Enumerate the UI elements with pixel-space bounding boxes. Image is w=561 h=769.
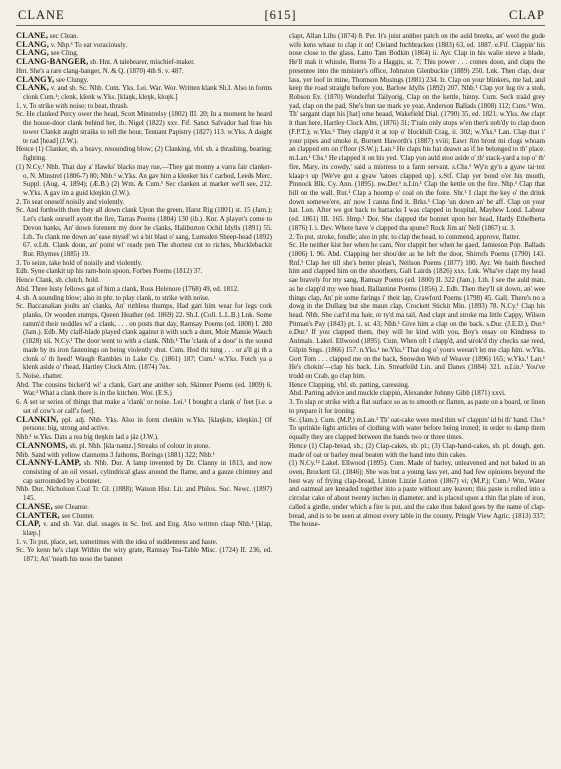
entry-text: 3. To slap or strike with a flat surface so as to smooth or flatten, as paste on a board, or linen to prepare it for ironing. (289, 398, 545, 415)
entry-text: 1. v. To put, place, set, sometimes with the idea of suddenness and haste. (16, 537, 218, 546)
headword: CLANNOMS, (16, 440, 68, 450)
entry-text: Hence (1) Clap-bread, sb.; (2) Clap-cakes, sb. pl.; (3) Clap-hand-cakes, sb. pl. dough, gen. made of oat or barley meal beaten with the hand into thin cakes. (289, 441, 545, 459)
dictionary-paragraph (16, 546, 272, 563)
dictionary-paragraph (16, 145, 272, 162)
entry-text: see Clunter. (61, 511, 95, 520)
entry-text: Abd. The cousins bicker'd wi' a clank, Gart ane anither sob, Skinner Poems (ed. 1809) 6. War.³ What a clank there is in the kitchen. Wor. (E.S.) (16, 380, 272, 398)
entry-text: 5. Noise, chatter. (16, 372, 63, 381)
entry-text: Abd. Parting advice and muckle clappin, Alexander Johnny Gibb (1871) xxvi. (289, 389, 506, 398)
entry-text: sb. Hnt. A talebearer, mischief-maker. (90, 58, 195, 67)
dictionary-paragraph (289, 241, 545, 381)
entry-text: Sc. Baccanalian joults an' clanks, An' ruthless thumps, Had gart him wear for legs cork planks, Or wooden stumps, Queen Heather (ed. 1869) 22. Sh.I. (Coll. L.L.B.) Lnk. Some ramm'd their noddles wi' a clank, . . . on posts that day, Ramsay Poems (ed. 1800) I. 280 (Jam.). Edb. My claff-blade played clank against it with such a dunt, Moir Mansie Wauch (1828) xii. N.Cy.¹ The door went to with a clank. Nhb.¹ The 'clank of a door' is the sound made by its iron fastenings on being violently shut. Cum. Hod thi tung . . . or a'll gi th a clonk o' th heed! Waugh Rambles in Lake Cy. (1861) 187; Cum.¹ w.Yks. Fotch ya a klenk aside o' t'head, Hartley Clock Alm. (1874) 7ex. (16, 302, 272, 372)
headword: CLANNY-LAMP, (16, 458, 82, 468)
entry-text: ppl. adj. Nhb. Yks. Also in form clenkin w.Yks. [klaŋkin, kleŋkin.] Of persons: big, strong and active. (23, 415, 272, 433)
dictionary-paragraph (16, 259, 272, 268)
dictionary-paragraph (16, 102, 272, 111)
header-right-word: CLAP (509, 8, 545, 22)
dictionary-paragraph (16, 198, 272, 207)
dictionary-paragraph (16, 381, 272, 398)
entry-text: sb. Nhb. Dur. A lamp invented by Dr. Clanny in 1813, and now consisting of an oil vessel, cylindrical glass around the flame, and a gauze chimney and cap surrounded by a bonnet. (23, 459, 272, 485)
dictionary-paragraph (289, 389, 545, 398)
dictionary-paragraph (289, 381, 545, 390)
entry-text: v. and sb. Var. dial. usages in Sc. Irel. and Eng. Also written claap Nhb.¹ [klap, klæp.] (23, 520, 272, 537)
entry-text: Hence Clapping, vbl. sb. patting, caressing. (289, 380, 410, 389)
entry-text: Sc. He neither kist her when he cam, Nor clappit her when he gaed, Jamieson Pop. Ballads (1806) I. 96. Abd. Clapping her shou'der as he left the door, Shirrefs Poems (1790) 143. Rnf.¹ Clap her till she's better pleas't, Neilson Poems (1877) 100. Ayr. We baith fleeched him and clapped him on the shoothers, Galt Lairds (1826) xxx. Lnk. Wha've clapt my head sae bravely for my sang, Ramsay Poems (ed. 1800) II. 322 (Jam.). Lth. I see the auld man, as he clapp'd my wee head, Ballantine Poems (1856) 2. Edb. Then they'll sit down, an' wee things clap, An' pit some farings i' their lap, Crawford Poems (1798) 45. Gall. There's no a dowg in the Dullarg but she maun clap, Crockett Stickit Min. (1893) 78. N.Cy.¹ Clap his head. Nhb. She carl'd ma hair, or ty'd ma tail, And clapt and stroke ma little Cappy, Wilson Pitman's Pay (1843) pt. 1. st. 43; Nhb.¹ Give him a clap on the back. s.Dur. (J.E.D.), Dur.¹ e.Dur.¹ If you clapped them, they will be kind with you, Boy's essay on Kindness to Animals. Lakel. Ellwood (1895). Cum. When oft I clapp'd, and strok'd thy checks sae reed, Gilpin Sngs. (1866) 157. n.Yks.¹ ne.Yks.¹ That dog o' yours weean't let me clap him. w.Yks. Gort Tom . . . clapped me on the back, Snowden Web of Weaver (1896) 165; w.Yks.¹ Lan.¹ He's chokin'—clap his back. Lin. Streatfeild Lin. and Danes (1884) 321. n.Lin.¹ You've trodd on Crab, go clap him. (289, 241, 545, 381)
dictionary-paragraph (16, 512, 272, 521)
entry-text: Nhb.¹ w.Yks. Dats a rea big tleŋkin lad ə jäz (J.W.). (16, 433, 159, 442)
entry-text: Abd. Three lusty fellows gat of him a clank, Ross Helenore (1768) 49, ed. 1812. (16, 284, 239, 293)
page-number: [615] (264, 8, 297, 22)
dictionary-paragraph (289, 442, 545, 459)
entry-text: 1. v. To strike with noise; to beat, thrash. (16, 101, 129, 110)
headword: CLANE, (16, 32, 49, 40)
entry-text: Hence (1) Clanker, sb. a heavy, resounding blow; (2) Clanking, vbl. sb. a thrashing, beating; fighting. (16, 145, 272, 163)
dictionary-paragraph (16, 110, 272, 145)
entry-text: (1) N.Cy.¹² Lakel. Ellwood (1895). Cum. Made of barley, unleavened and not baked in an oven, Brockett Gl. (1846); She was but a young lass yet, and had few opinions beyond the best way of frying clap-bread, Linton Lizzie Lorton (1867) vi; (M.P.); Cum.¹ Wm. Water and oatmeal are kneaded together into a paste without any leaven; this paste is rolled into a circular cake of about twenty inches in diameter, and is placed upon a thin flat plate of iron, called a girdle, under which a fire is put, and the cake thus baked goes by the name of clap-bread, and is to be seen at almost every table in the county, Pringle View Agric. (1813) 337; The house- (289, 459, 545, 529)
entry-text: clapt, Allan Lilts (1874) 8. Per. It's juist anither patch on the auld breeks, an' weel the gude wife kens whaur to clap it on! Cleland Inchbracken (1883) 63, ed. 1887. e.Fif. Clappin' his nose close to the glass, Latto Tam Bodkin (1864) ii. Ayr. Clap in his walie nieve a blade, He'll mak it whissle, Burns To a Haggis, st. 7; This power . . . comes doon, and claps the presentee into the minister's office, Johnston Glenbuckie (1889) 250. Lnk. Then clap, dear lass, yer loof in mine, Thomson Musings (1881) 234. Ir. Clap on your blinkers, me lad, and keep the road straight before you, Barlow Idylls (1892) 207. Nhb.¹ Clap yor lug tiv a stob, Robson Ev. (1870) Wonderful Tailyorig. Clap on the kettle, hinny. Cum. Seck traäd grey yad, clap on the pad, She's bun tae mark ye year, Anderson Ballads (1808) 112; Cum.³ Wm. Th' sargant clapt his [hat] ome heaad, Wakefield Dial. (1790) 35, ed. 1821. w.Yks. Aw clapt it than here, Hartley Clock Alm. (1876) 31; T'rain only stops w'en ther's nob'dy to clap doon (F.P.T.); w.Yks.³ They clapp'd it at top o' Hockhill Crag, ii. 302; w.Yks.³ Lan. Clap that i' your pipes and smoke it, Burnett Haworth's (1887) xviii; Eawr Jim brout mi clogs whoam an clapped em on t'floor (S.W.); Lan.¹ He claps his hat deawn as if he belonged to th' place. m.Lan.¹ Chs.¹ He clapped it on his yed. 'Clap yon auld stoo aside o' th' stack-yard a top o' th' fire, Mary, its cowdy,' said a mistress to a farm servant. s.Chs.¹ Wy'n gy'n a gyaw tai·tez klaap·t up [We've got a gyaw 'tatoes clapped up]. s.Stf. Clap yer bond o'er his mouth, Pinnock Blk. Cy. Ann. (1895). nw.Der.¹ n.Lin.¹ Clap the kettle on the fire. Nhp.¹ Clap that bill on the wall. Rut.¹ Clap a hoomp o' coal on the foire. Shr.¹ I clapt the key o' the drink down somewe'ere, an' now I canna find it. Brks.¹ Clap 'un down an' be aff. Clap on your hat. Lon. After we got back to barracks I was clapped in hospital, Mayhew Lond. Labour (ed. 1861) III. 165. Hmp.¹ Dor. She clapped the bonnet upon her head, Hardy Ethelberta (1876) I. i. Dev. Where have 'e clapped tha spune? Rock Jim an' Nell (1867) st. 3. (289, 32, 545, 232)
dictionary-paragraph (16, 294, 272, 303)
dictionary-paragraph (16, 276, 272, 285)
dictionary-paragraph (16, 206, 272, 258)
dictionary-paragraph (16, 442, 272, 451)
entry-text: Sc. (Jam.). Cum. (M.P.) m.Lan.¹ Th' oat-cake were med thin wi' clappin' id bi th' hand. Chs.¹ To sprinkle light articles of clothing with water before being ironed; in order to damp them equally they are clapped between the hands two or three times. (289, 415, 545, 442)
entry-text: 2. To seat oneself noisily and violently. (16, 197, 125, 206)
entry-text: (1) N.Cy.¹ Nhb. That day a' Hawks' blacks may rue,—They gat monny a varra fair clanker-o, N. Minstrel (1806-7) 80; Nhb.¹ w.Yks. An gav him a klenker his t' carbod, Leeds Merc. Suppl. (Aug. 4, 1894); (Æ.B.) (2) Wm. & Cum.¹ Sec clanken at market we'll see, 212. w.Yks. A gav im a guid kleŋkin (J.W.). (16, 162, 272, 197)
headword: CLANSE, (16, 501, 53, 511)
dictionary-paragraph (289, 416, 545, 442)
entry-text: 2. To put, stroke, fondle; also in phr. to clap the head, to commend, approve, flatter. (289, 232, 521, 241)
entry-text: see Clungy. (56, 75, 89, 84)
entry-text: Hnt. She's a rare clang-banger, N. & Q. (1870) 4th S. v. 487. (16, 66, 184, 75)
entry-text: see Cleanse. (54, 502, 89, 511)
entry-text: v. and sb. Sc. Nhb. Cum. Yks. Lei. War. Wor. Written klank Sh.I. Also in forms clonk Cum.¹; clenk, klenk w.Yks. [klaŋk, kleŋk, kloŋk.] (23, 84, 272, 102)
dictionary-paragraph (16, 58, 272, 67)
headword: CLANTER, (16, 510, 60, 520)
dictionary-paragraph (16, 485, 272, 502)
left-column (16, 32, 272, 762)
headword: CLANKIN, (16, 414, 59, 424)
dictionary-paragraph (16, 32, 272, 41)
entry-text: 4. sb. A sounding blow; also in phr. to play clank, to strike with noise. (16, 293, 210, 302)
dictionary-paragraph (16, 538, 272, 547)
header-left-word: CLANE (18, 8, 65, 22)
dictionary-paragraph (289, 32, 545, 233)
header-rule (16, 25, 545, 26)
dictionary-paragraph (16, 416, 272, 433)
entry-text: v. Nhp.¹ To eat voraciously. (50, 40, 127, 49)
entry-text: Nhb. Sand with yellow clannoms 3 fathoms, Borings (1881) 322; Nhb.¹ (16, 450, 215, 459)
entry-text: Nhb. Dur. Nicholson Coal Tr. Gl. (1888); Watson Hist. Lit. and Philos. Soc. Newc. (1897) 145. (16, 485, 272, 503)
dictionary-paragraph (16, 372, 272, 381)
entry-text: 6. A set or series of things that make a 'clank' or noise. Lei.¹ I bought a clank o' feet [i.e. a set of cow's or calf's feet]. (16, 398, 272, 415)
dictionary-paragraph (16, 267, 272, 276)
entry-text: sec Clean. (49, 32, 79, 40)
dictionary-paragraph (16, 163, 272, 198)
headword: CLANG, (16, 39, 49, 49)
entry-text: Edb. Syne clankit up his ram-hoin spoon, Forbes Poems (1812) 37. (16, 267, 203, 276)
entry-text: Sc. And forthwith then they all down clank Upon the green, Harst Rig (1801) st. 15 (Jam.); Let's clank ourself ayont the fire, Tarras Poems (1804) 130 (ib.). Knr. A player's come to Devon banks, An' down forenent my door he clanks, Haliburton Ochil Idylls (1891) 55. Lth. To clank me down an' ease myseł' wi a bit blast o' sang, Lumsden Sheep-head (1892) 67. e.Lth. Clank doun, an' point wi' ready pen The shortest cut to riches, Mucklebackit Rur. Rhymes (1885) 19. (16, 206, 272, 258)
entry-text: 3. To seize, take hold of noisily and violently. (16, 258, 143, 267)
dictionary-paragraph (16, 76, 272, 85)
dictionary-paragraph (16, 398, 272, 415)
headword: CLAP, (16, 519, 41, 529)
right-column (289, 32, 545, 762)
running-header (16, 8, 545, 26)
entry-text: see Cling. (50, 49, 79, 58)
dictionary-paragraph (16, 285, 272, 294)
dictionary-paragraph (289, 459, 545, 529)
dictionary-paragraph (289, 233, 545, 242)
entry-text: Sc. He clanked Percy ower the head, Scott Minstrelsy (1802) III. 20; In a moment he heard the house-door clank behind her, ib. Nigel (1822) xxv. Fif. Sanct Salvador had frae his tower Clankit aught straiks to tell the hour, Tennant Papistry (1827) 113. w.Yks. A daight te rad [head] (J.W.). (16, 110, 272, 145)
entry-text: sb. pl. Nhb. [kla·nəmz.] Streaks of colour in stone. (69, 441, 211, 450)
dictionary-paragraph (16, 520, 272, 537)
dictionary-paragraph (16, 302, 272, 372)
dictionary-paragraph (289, 398, 545, 415)
headword: CLANG, (16, 48, 49, 58)
headword: CLANG-BANGER, (16, 57, 89, 67)
headword: CLANK, (16, 83, 49, 93)
entry-text: Sc. Ye kenn he's clapt Within the wiry grate, Ramsay Tea-Table Misc. (1724) II. 236, ed. 1871; An' 'neath his nose the bannet (16, 546, 272, 564)
dictionary-paragraph (16, 84, 272, 101)
dictionary-paragraph (16, 459, 272, 485)
dictionary-paragraph (16, 67, 272, 76)
headword: CLANGY, (16, 74, 55, 84)
entry-text: Hence Clank, sb. clutch, hold. (16, 276, 100, 285)
